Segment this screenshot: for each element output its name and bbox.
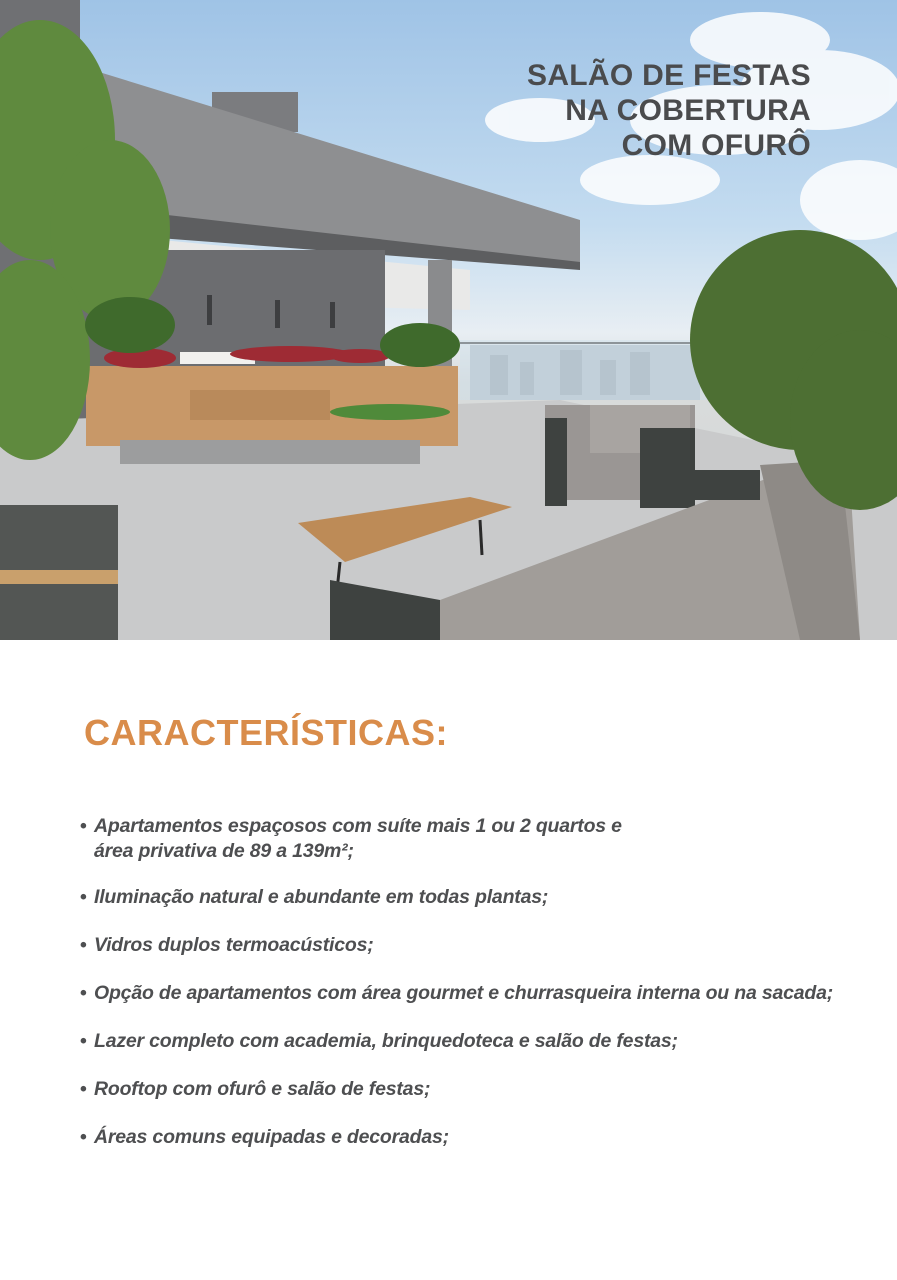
feature-item [80, 885, 840, 910]
hero-title-line-1: SALÃO DE FESTAS [527, 59, 811, 92]
feature-item [80, 1125, 840, 1150]
feature-text: Áreas comuns equipadas e decoradas; [94, 1126, 449, 1148]
feature-text: Lazer completo com academia, brinquedoteca e salão de festas; [94, 1030, 678, 1052]
feature-text: Iluminação natural e abundante em todas plantas; [94, 886, 549, 908]
hero-title [527, 58, 811, 163]
feature-text: Apartamentos espaçosos com suíte mais 1 ou 2 quartos e [94, 815, 622, 837]
feature-text: Vidros duplos termoacústicos; [94, 934, 374, 956]
feature-text: Opção de apartamentos com área gourmet e churrasqueira interna ou na sacada; [94, 982, 834, 1004]
feature-list [80, 814, 840, 1173]
feature-item [80, 933, 840, 958]
feature-text: Rooftop com ofurô e salão de festas; [94, 1078, 431, 1100]
feature-item [80, 1077, 840, 1102]
feature-text-continued: área privativa de 89 a 139m²; [94, 840, 354, 862]
feature-item [80, 1029, 840, 1054]
hero-title-line-2: NA COBERTURA [565, 94, 811, 127]
feature-item [80, 814, 840, 864]
feature-item [80, 981, 840, 1006]
hero-title-line-3: COM OFURÔ [621, 129, 811, 162]
section-title: CARACTERÍSTICAS: [84, 712, 448, 753]
